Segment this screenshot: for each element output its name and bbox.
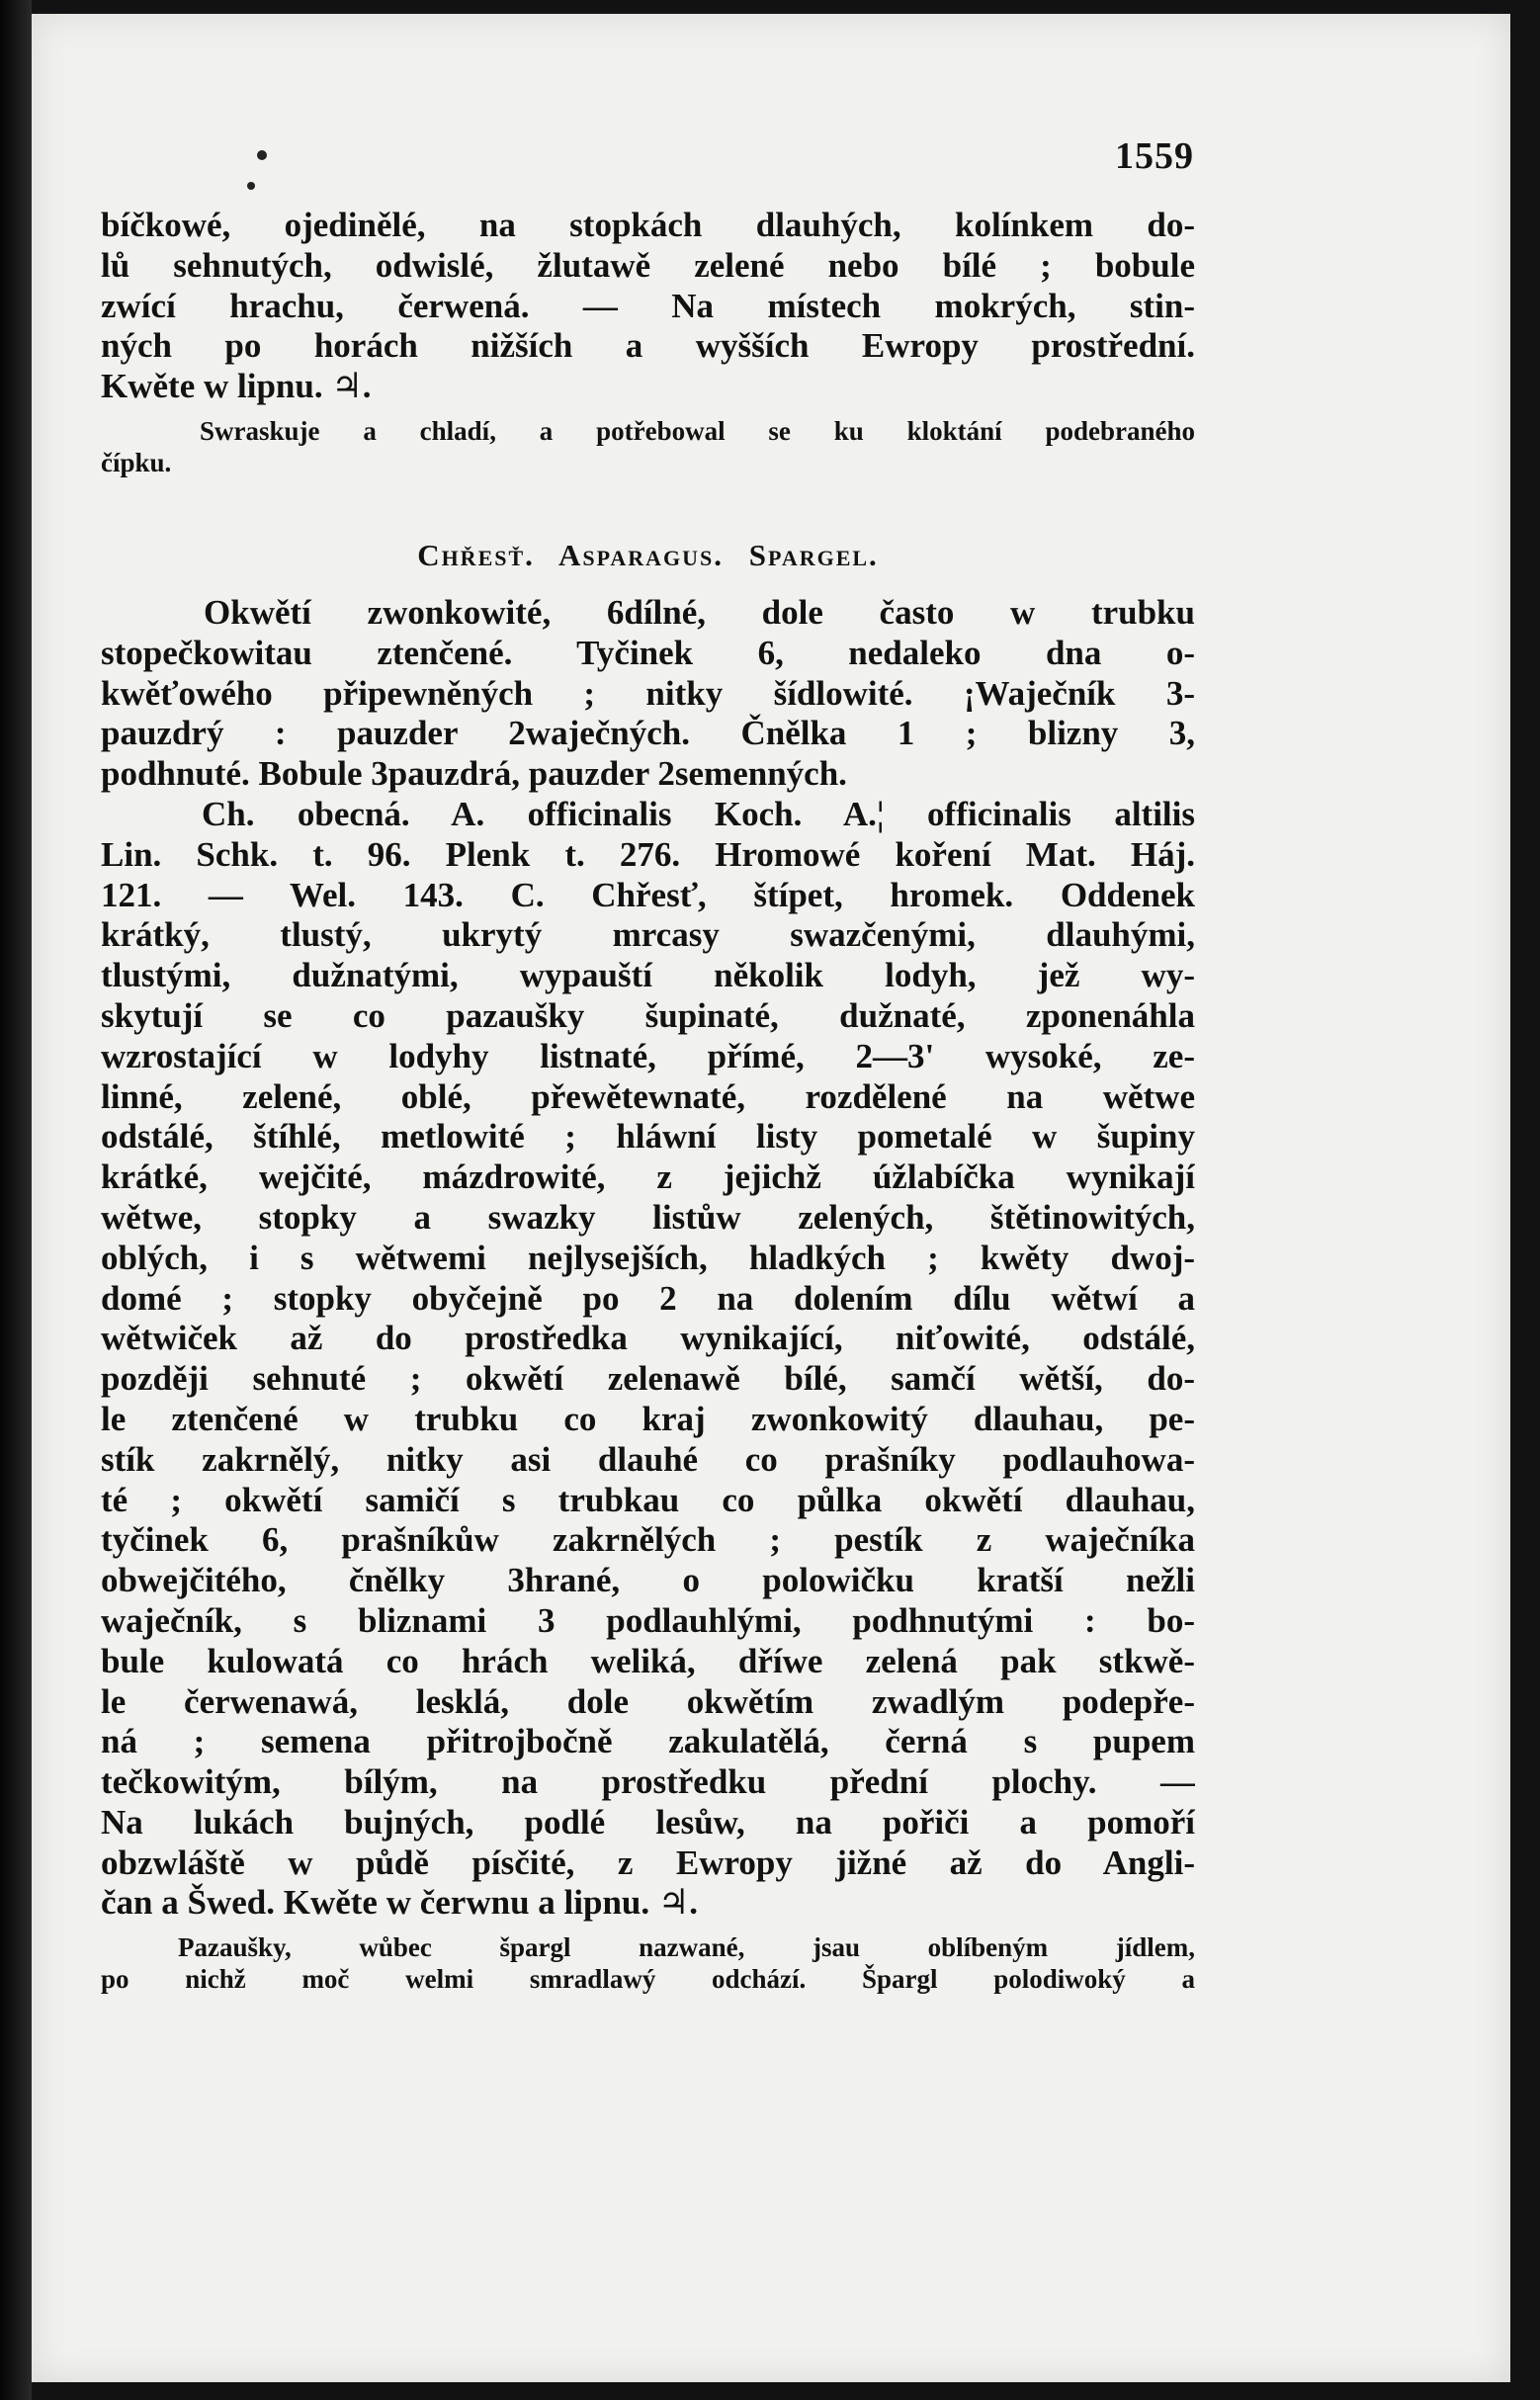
species-description <box>101 795 1195 1924</box>
footnote-line: po nichž moč welmi smradlawý odchází. Špargl polodiwoký a <box>101 1964 1195 1995</box>
text-line: bíčkowé, ojedinělé, na stopkách dlauhých, kolínkem do- <box>101 206 1195 244</box>
footnote-line: čípku. <box>101 447 172 477</box>
text-line: oblých, i s wětwemi nejlysejších, hladkých ; kwěty dwoj- <box>101 1238 1195 1277</box>
page-spine-shadow <box>0 0 32 2400</box>
footnote-2 <box>101 1931 1195 1995</box>
paragraph-continuation <box>101 206 1195 407</box>
text-line: podhnuté. Bobule 3pauzdrá, pauzder 2semenných. <box>101 754 847 794</box>
text-line: wětwe, stopky a swazky listůw zelených, štětinowitých, <box>101 1197 1195 1237</box>
genus-heading: Chřesť. Asparagus. Spargel. <box>417 537 879 572</box>
text-line: krátké, wejčité, mázdrowité, z jejichž úžlabíčka wynikají <box>101 1157 1195 1197</box>
text-line: tlustými, dužnatými, wypauští několik lodyh, jež wy- <box>101 956 1195 995</box>
text-line: skytují se co pazaušky šupinaté, dužnaté, zponenáhla <box>101 995 1195 1035</box>
text-line: domé ; stopky obyčejně po 2 na dolením dílu wětwí a <box>101 1278 1195 1318</box>
text-line: ných po horách nižších a wyšších Ewropy prostřední. <box>101 326 1195 366</box>
text-line: linné, zelené, oblé, přewětewnaté, rozdělené na wětwe <box>101 1076 1195 1116</box>
text-line: pauzdrý : pauzder 2waječných. Čnělka 1 ; blizny 3, <box>101 714 1195 753</box>
text-line: Okwětí zwonkowité, 6dílné, dole často w trubku <box>204 592 1195 632</box>
text-line: waječník, s bliznami 3 podlauhlými, podhnutými : bo- <box>101 1600 1195 1640</box>
text-line: Kwěte w lipnu. ♃. <box>101 367 372 406</box>
text-line: Lin. Schk. t. 96. Plenk t. 276. Hromowé koření Mat. Háj. <box>101 834 1195 874</box>
speck-mark <box>247 182 255 190</box>
text-line: bule kulowatá co hrách weliká, dříwe zelená pak stkwě- <box>101 1641 1195 1680</box>
genus-description <box>101 593 1195 795</box>
text-line: Na lukách bujných, podlé lesůw, na pořiči a pomoří <box>101 1802 1195 1842</box>
speck-mark <box>257 150 267 160</box>
text-line: le ztenčené w trubku co kraj zwonkowitý dlauhau, pe- <box>101 1399 1195 1438</box>
page-number: 1559 <box>1115 135 1194 177</box>
text-line: krátký, tlustý, ukrytý mrcasy swazčenými, dlauhými, <box>101 915 1195 955</box>
text-line: obzwláště w půdě písčité, z Ewropy jižné až do Angli- <box>101 1843 1195 1882</box>
text-line: stík zakrnělý, nitky asi dlauhé co prašníky podlauhowa- <box>101 1439 1195 1479</box>
footnote-line: Pazaušky, wůbec špargl nazwané, jsau oblíbeným jídlem, <box>178 1932 1195 1963</box>
text-line: wzrostající w lodyhy listnaté, přímé, 2—3' wysoké, ze- <box>101 1036 1195 1075</box>
text-line: ná ; semena přitrojbočně zakulatělá, černá s pupem <box>101 1722 1195 1761</box>
text-line: tečkowitým, bílým, na prostředku přední plochy. — <box>101 1762 1195 1802</box>
text-line: le čerwenawá, lesklá, dole okwětím zwadlým podepře- <box>101 1681 1195 1721</box>
page-text <box>101 206 1195 1995</box>
text-line: čan a Šwed. Kwěte w čerwnu a lipnu. ♃. <box>101 1883 699 1923</box>
footnote-1 <box>101 415 1195 478</box>
text-line: wětwiček až do prostředka wynikající, niťowité, odstálé, <box>101 1319 1195 1358</box>
text-line: lů sehnutých, odwislé, žlutawě zelené nebo bílé ; bobule <box>101 245 1195 285</box>
text-line: Ch. obecná. A. officinalis Koch. A.¦ officinalis altilis <box>202 794 1195 833</box>
footnote-line: Swraskuje a chladí, a potřebowal se ku kloktání podebraného <box>200 415 1195 446</box>
text-line: stopečkowitau ztenčené. Tyčinek 6, nedaleko dna o- <box>101 633 1195 672</box>
text-line: odstálé, štíhlé, metlowité ; hláwní listy pometalé w šupiny <box>101 1117 1195 1157</box>
text-line: kwěťowého připewněných ; nitky šídlowité. ¡Waječník 3- <box>101 673 1195 713</box>
text-line: později sehnuté ; okwětí zelenawě bílé, samčí wětší, do- <box>101 1359 1195 1399</box>
text-line: té ; okwětí samičí s trubkau co půlka okwětí dlauhau, <box>101 1480 1195 1519</box>
text-line: zwící hrachu, čerwená. — Na místech mokrých, stin- <box>101 286 1195 325</box>
text-line: 121. — Wel. 143. C. Chřesť, štípet, hromek. Oddenek <box>101 875 1195 914</box>
text-line: obwejčitého, čnělky 3hrané, o polowičku kratší nežli <box>101 1561 1195 1600</box>
text-line: tyčinek 6, prašníkůw zakrnělých ; pestík z waječníka <box>101 1520 1195 1560</box>
